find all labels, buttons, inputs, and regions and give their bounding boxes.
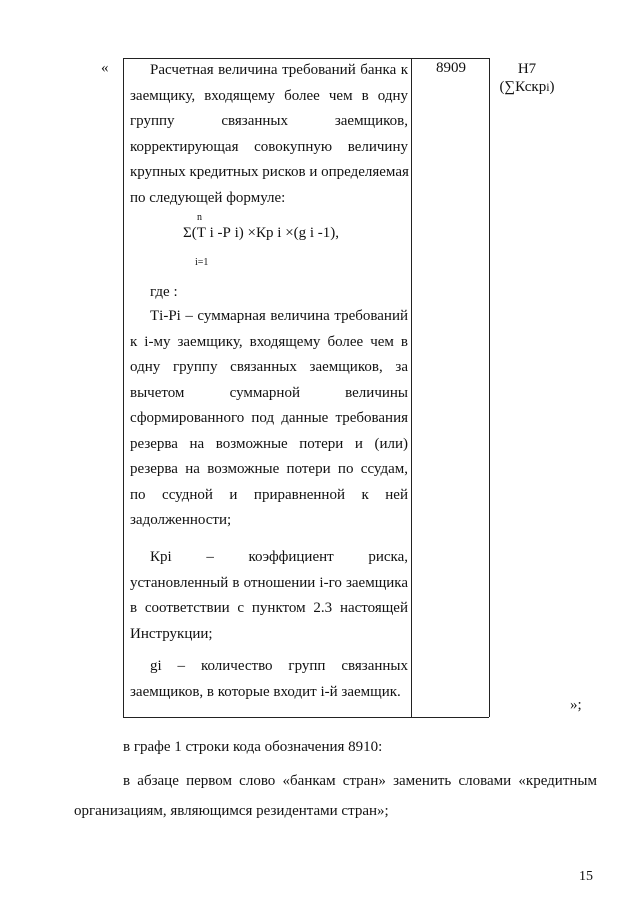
code-cell: 8909 — [436, 60, 466, 76]
column-divider-2 — [489, 58, 490, 717]
formula-upper-limit: n — [197, 212, 202, 223]
norm-close-paren: ) — [549, 79, 555, 95]
def-line: заемщиков, в которые входит i-й заемщик. — [130, 683, 401, 700]
def-line: задолженности; — [130, 512, 232, 528]
norm-subscript: i — [546, 80, 550, 94]
definition-g — [130, 654, 408, 705]
norm-sum: (∑Кскр — [499, 79, 547, 95]
formula — [183, 212, 340, 268]
def-line: вычетом суммарной величины — [130, 384, 408, 401]
desc-line: группу связанных заемщиков, — [130, 113, 408, 129]
def-line: gi – количество групп связанных — [150, 658, 408, 674]
norm-formula — [491, 78, 563, 96]
def-line: по ссудной и приравненной к ней — [130, 486, 408, 503]
page-number: 15 — [579, 869, 593, 884]
desc-line: по следующей формуле: — [130, 189, 286, 206]
desc-line: корректирующая совокупную величину — [130, 138, 408, 155]
def-line: резерва на возможные потери по ссудам, — [130, 461, 408, 477]
opening-quote: « — [101, 60, 109, 76]
def-line: резерва на возможные потери и (или) — [130, 435, 408, 452]
def-line: одну группу связанных заемщиков, за — [130, 359, 408, 375]
def-line: сформированного под данные требования — [130, 410, 408, 426]
where-label: где : — [150, 284, 178, 300]
paragraph-2-text: в абзаце первом слово «банкам стран» заменить словами «кредитным — [123, 773, 597, 789]
formula-lower-limit: i=1 — [195, 257, 209, 268]
def-line: к i-му заемщику, входящему более чем в — [130, 333, 408, 350]
desc-line: Расчетная величина требований банка к — [150, 62, 408, 78]
def-line: Крi – коэффициент риска, — [150, 549, 408, 565]
norm-label: Н7 — [517, 61, 537, 77]
definition-kp — [130, 545, 408, 647]
def-line: установленный в отношении i-го заемщика — [130, 574, 408, 591]
def-line: Инструкции; — [130, 625, 213, 642]
table-bottom-border — [123, 717, 489, 718]
paragraph-3: организациям, являющимся резидентами стран»; — [74, 803, 389, 819]
formula-expression: Σ(Т i -Р i) ×Кр i ×(g i -1), — [183, 225, 340, 241]
paragraph-1: в графе 1 строки кода обозначения 8910: — [123, 739, 383, 755]
table-left-border — [123, 58, 124, 717]
norm-cell — [491, 60, 563, 96]
paragraph-2 — [123, 773, 597, 790]
closing-quote: »; — [570, 697, 582, 713]
definition-tp — [130, 304, 408, 534]
amendment-table — [123, 58, 563, 718]
desc-line: крупных кредитных рисков и определяемая — [130, 164, 409, 180]
column-divider-1 — [411, 58, 412, 717]
desc-line: заемщику, входящему более чем в одну — [130, 87, 408, 104]
def-line: в соответствии с пунктом 2.3 настоящей — [130, 600, 408, 616]
description-cell — [130, 58, 408, 211]
def-line: Тi-Рi – суммарная величина требований — [150, 308, 408, 324]
